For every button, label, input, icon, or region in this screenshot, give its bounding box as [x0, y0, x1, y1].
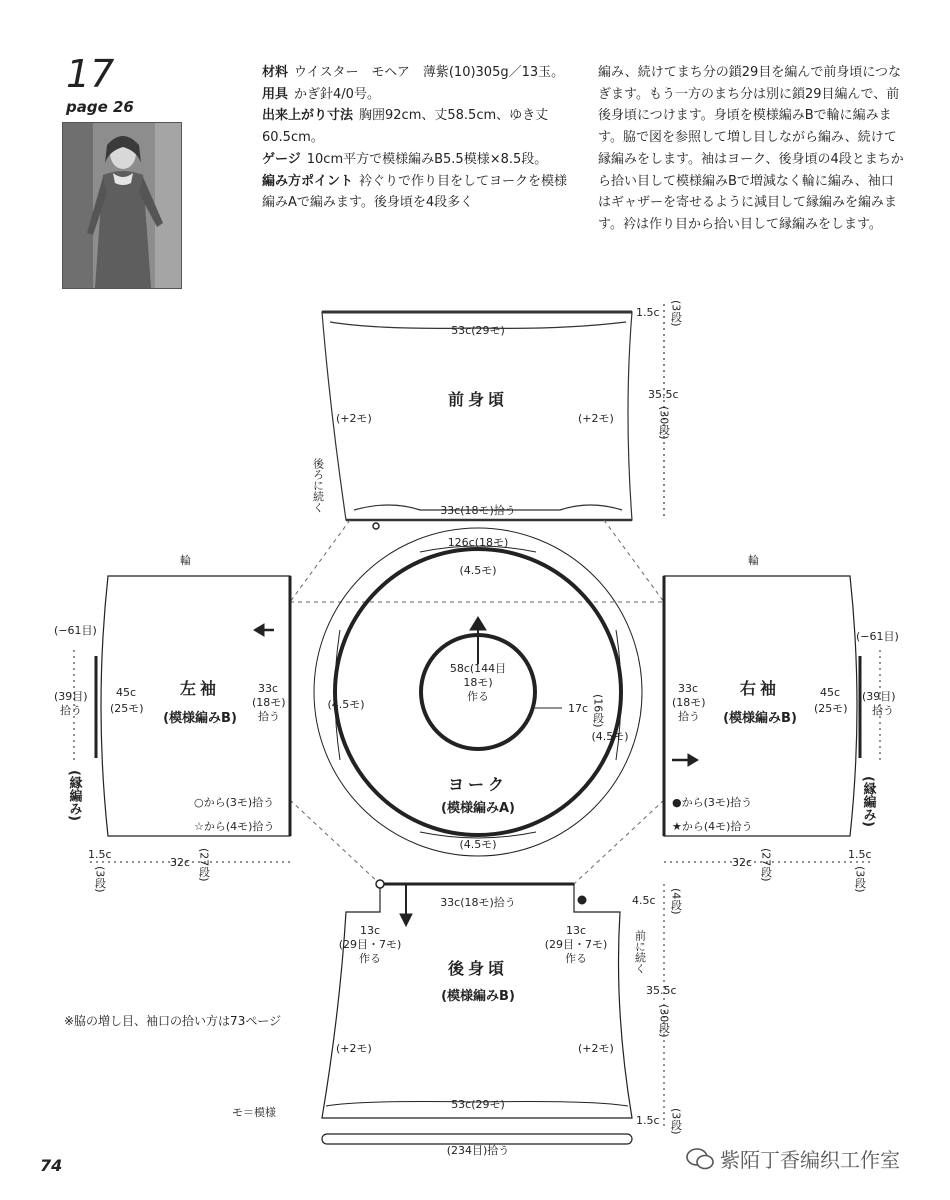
right-sleeve-pick: (39目)	[862, 690, 896, 703]
yoke-neck-line1: 58c(144目	[449, 662, 507, 675]
front-body-title: 前身頃	[447, 390, 509, 409]
left-sleeve-top-pick: 拾う	[258, 710, 280, 723]
watermark-text: 紫陌丁香编织工作室	[720, 1148, 900, 1172]
yoke-band-bottom: (4.5モ)	[459, 838, 497, 851]
left-sleeve-length-mo: (25モ)	[110, 702, 144, 715]
legend-note: モ＝模様	[232, 1106, 276, 1119]
front-top-width: 53c(29モ)	[451, 324, 505, 337]
right-sleeve-cuff: 1.5c	[848, 848, 872, 861]
yoke-band-top: (4.5モ)	[459, 564, 497, 577]
back-gusset-right: 13c	[565, 924, 587, 937]
yoke-band-right: (4.5モ)	[591, 730, 629, 743]
yoke-neck-line3: 作る	[467, 690, 489, 703]
right-sleeve-pick2: 拾う	[872, 704, 894, 717]
back-border-rows: (3段)	[669, 1108, 683, 1135]
front-inc-left: (+2モ)	[336, 412, 372, 425]
right-sleeve-length-mo: (25モ)	[814, 702, 848, 715]
left-sleeve-width: 32c	[170, 856, 191, 869]
yoke-depth-rows: (16段)	[591, 694, 605, 728]
watermark	[686, 1144, 900, 1173]
back-gusset-left: 13c	[359, 924, 381, 937]
back-body-title: 後身頃	[447, 959, 509, 978]
materials-label: 材料	[262, 65, 289, 80]
right-sleeve-length: 45c	[820, 686, 841, 699]
left-sleeve-cuff: 1.5c	[88, 848, 112, 861]
back-bottom-width: 53c(29モ)	[451, 1098, 505, 1111]
left-sleeve-pattern: (模様編みB)	[163, 711, 237, 726]
gauge-text: 10cm平方で模様編みB5.5模様×8.5段。	[306, 151, 548, 167]
back-height-rows: (30段)	[657, 1004, 671, 1038]
instructions-right-column: 編み、続けてまち分の鎖29目を編んで前身頃につなぎます。もう一方のまち分は別に鎖29目編んで、前後身頃につけます。身頃を模様編みBで輪に編みます。脇で図を参照して増し目しながら編み、続けて縁編みをします。袖はヨーク、後身頃の4段とまちから拾い目して模様編みBで増減なく輪に編み、袖口はギャザーを寄せるように減目して縁編みを編みます。衿は作り目から拾い目して縁編みをします。	[598, 65, 904, 232]
right-sleeve-top-mo: (18モ)	[672, 696, 706, 709]
wechat-icon	[686, 1148, 714, 1170]
size-text: 胸囲92cm、丈58.5cm、ゆき丈60.5cm。	[262, 108, 549, 146]
left-sleeve-cuff-rows: (3段)	[93, 866, 107, 893]
front-height: 35.5c	[648, 388, 679, 401]
front-height-rows: (30段)	[657, 406, 671, 440]
front-continue-note: 後ろに続く	[311, 458, 325, 513]
back-gusset-right-2: (29目・7モ)	[544, 938, 608, 951]
page-number: 74	[40, 1156, 63, 1175]
right-sleeve-top: 33c	[678, 682, 699, 695]
right-sleeve-width: 32c	[732, 856, 753, 869]
pattern-number: 17	[66, 52, 115, 96]
yoke-pattern: (模様編みA)	[441, 801, 515, 816]
back-gusset-right-3: 作る	[565, 952, 587, 965]
back-body-pattern: (模様編みB)	[441, 989, 515, 1004]
left-sleeve-dec: (−61目)	[54, 624, 97, 637]
front-border-height: 1.5c	[636, 306, 660, 319]
points-label: 編み方ポイント	[262, 173, 354, 189]
right-sleeve-cuff-rows: (3段)	[853, 866, 867, 893]
gauge-label: ゲージ	[262, 151, 301, 167]
left-sleeve-from-star: ☆から(4モ)拾う	[194, 820, 275, 833]
back-gusset-left-3: 作る	[359, 952, 381, 965]
left-sleeve-length: 45c	[116, 686, 137, 699]
tools-label: 用具	[262, 86, 289, 102]
yoke-band-left: (4.5モ)	[327, 698, 365, 711]
back-inc-right: (+2モ)	[578, 1042, 614, 1055]
left-sleeve-title: 左袖	[179, 679, 221, 698]
back-gusset-left-2: (29目・7モ)	[338, 938, 402, 951]
right-sleeve-from-star: ★から(4モ)拾う	[672, 820, 753, 833]
front-border-rows: (3段)	[669, 300, 683, 327]
back-top-width: 33c(18モ)拾う	[440, 896, 516, 909]
yoke-outer-circ: 126c(18モ)	[447, 536, 509, 549]
right-sleeve-width-rows: (27段)	[759, 848, 773, 882]
back-border-height: 1.5c	[636, 1114, 660, 1127]
back-height: 35.5c	[646, 984, 677, 997]
front-bottom-width: 33c(18モ)拾う	[440, 504, 516, 517]
back-inc-left: (+2モ)	[336, 1042, 372, 1055]
back-hem-pick: (234目)拾う	[446, 1144, 510, 1157]
size-label: 出来上がり寸法	[262, 108, 354, 124]
left-sleeve-pick2: 拾う	[60, 704, 82, 717]
back-upper: 4.5c	[632, 894, 656, 907]
left-sleeve-edge: (縁編み)	[66, 770, 82, 821]
materials-text: ウイスター モヘア 薄紫(10)305g／13玉。	[294, 65, 565, 80]
yoke-title: ヨーク	[447, 775, 509, 794]
left-sleeve-pick: (39目)	[54, 690, 88, 703]
footnote: ※脇の増し目、袖口の拾い方は73ページ	[64, 1014, 282, 1028]
right-sleeve-from-dot: ●から(3モ)拾う	[672, 796, 753, 809]
back-continue-note: 前に続く	[633, 930, 647, 974]
right-sleeve-ring: 輪	[748, 554, 759, 567]
yoke-depth: 17c	[568, 702, 589, 715]
left-sleeve-top: 33c	[258, 682, 279, 695]
right-sleeve-pattern: (模様編みB)	[723, 711, 797, 726]
tools-text: かぎ針4/0号。	[294, 86, 380, 102]
left-sleeve-top-mo: (18モ)	[252, 696, 286, 709]
back-upper-rows: (4段)	[669, 888, 683, 915]
right-sleeve-title: 右袖	[739, 679, 781, 698]
left-sleeve-from-o: ○から(3モ)拾う	[194, 796, 275, 809]
front-inc-right: (+2モ)	[578, 412, 614, 425]
page-reference: page 26	[66, 98, 134, 116]
yoke-neck-line2: 18モ)	[463, 676, 493, 689]
left-sleeve-ring: 輪	[180, 554, 191, 567]
right-sleeve-top-pick: 拾う	[678, 710, 700, 723]
left-sleeve-width-rows: (27段)	[197, 848, 211, 882]
points-text: 衿ぐりで作り目をしてヨークを模様編みAで編みます。後身頃を4段多く	[262, 173, 568, 211]
right-sleeve-dec: (−61目)	[856, 630, 899, 643]
right-sleeve-edge: (縁編み)	[860, 776, 876, 827]
